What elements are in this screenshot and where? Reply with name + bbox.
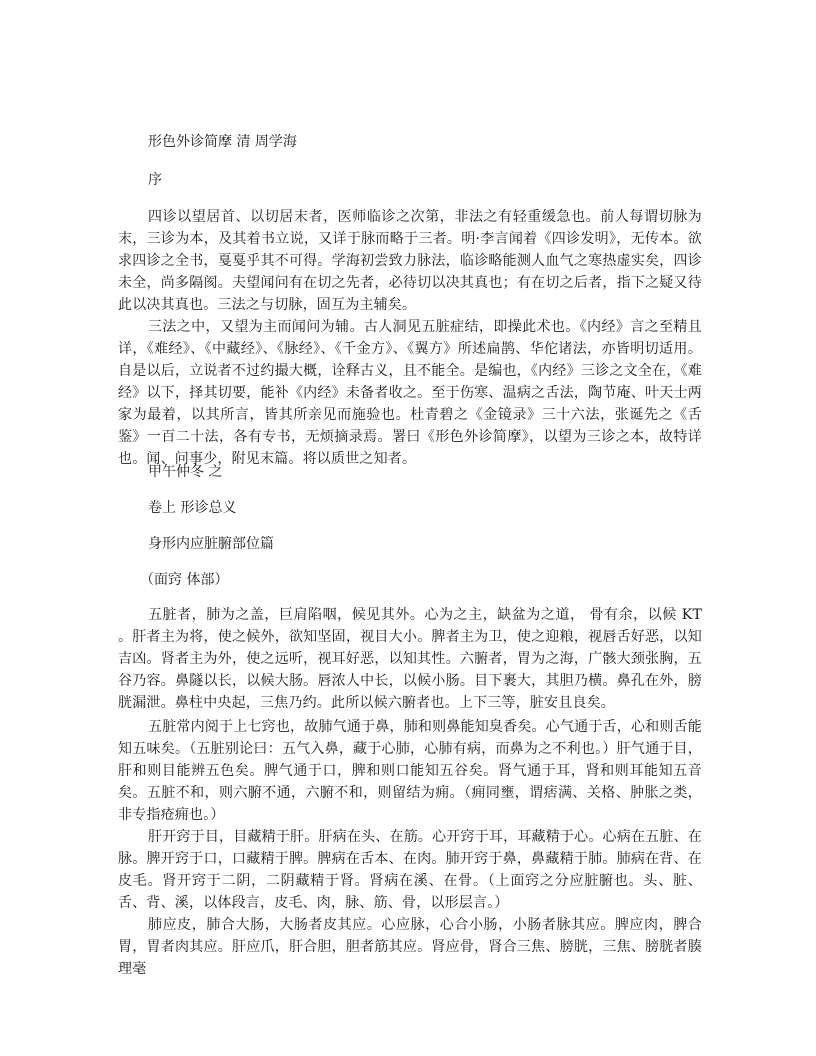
section-label: （面窍 体部）	[140, 572, 229, 588]
chapter-title: 身形内应脏腑部位篇	[148, 536, 274, 552]
volume-heading: 卷上 形诊总义	[148, 500, 237, 516]
preface-paragraph-1: 四诊以望居首、以切居末者，医师临诊之次第，非法之有轻重缓急也。前人每谓切脉为末，三诊为本，及其着书立说，又详于脉而略于三者。明·李言闻着《四诊发明》，无传本。欲求四诊之全书，戛戛乎其不可得。学海初尝致力脉法，临诊略能测人血气之寒热虚实矣，四诊未全，尚多隔阂。夫望闻问有在切之先者，必待切以决其真也；有在切之后者，指下之疑又待此以决其真也。三法之与切脉，固互为主辅矣。	[118, 209, 702, 313]
date-line: 甲午仲冬 之	[148, 464, 223, 480]
preface-paragraph-2: 三法之中，又望为主而闻问为辅。古人洞见五脏症结，即操此术也。《内经》言之至精且详，《难经》、《中藏经》、《脉经》、《千金方》、《翼方》所述扁鹊、华佗诸法，亦皆明切适用。自是以后，立说者不过约撮大概，诠释古义，且不能全。是编也，《内经》三诊之文全在，《难经》以下，择其切要，能补《内经》未备者收之。至于伤寒、温病之舌法，陶节庵、叶天士两家为最着，以其所言，皆其所亲见而施验也。杜青碧之《金镜录》三十六法，张诞先之《舌鉴》一百二十法，各有专书，无烦摘录焉。署曰《形色外诊简摩》，以望为三诊之本，故特详也。闻、问事少，附见末篇。将以质世之知者。	[118, 319, 702, 467]
body-paragraph-3: 肝开窍于目，目藏精于肝。肝病在头、在筋。心开窍于耳，耳藏精于心。心病在五脏、在脉。脾开窍于口，口藏精于脾。脾病在舌本、在肉。肺开窍于鼻，鼻藏精于肺。肺病在背、在皮毛。肾开窍于二阴，二阴藏精于肾。肾病在溪、在骨。（上面窍之分应脏腑也。头、脏、舌、背、溪，以体段言，皮毛、肉，脉、筋、骨，以形层言。）	[118, 829, 702, 911]
preface-heading: 序	[148, 172, 162, 188]
book-title-line: 形色外诊简摩 清 周学海	[148, 134, 297, 150]
body-paragraph-1: 五脏者，肺为之盖，巨肩陷咽，候见其外。心为之主，缺盆为之道， 骨有余，以候 KT 。肝者主为将，使之候外，欲知坚固，视目大小。脾者主为卫，使之迎粮，视唇舌好恶，以知吉凶。肾者主为外，使之远听，视耳好恶，以知其性。六腑者，胃为之海，广骸大颈张胸，五谷乃容。鼻隧以长，以候大肠。唇浓人中长，以候小肠。目下裹大，其胆乃横。鼻孔在外，膀胱漏泄。鼻柱中央起，三焦乃约。此所以候六腑者也。上下三等，脏安且良矣。	[118, 607, 702, 711]
body-paragraph-2: 五脏常内阅于上七窍也，故肺气通于鼻，肺和则鼻能知臭香矣。心气通于舌，心和则舌能知五味矣。（五脏别论曰：五气入鼻，藏于心肺，心肺有病，而鼻为之不利也。）肝气通于目，肝和则目能辨五色矣。脾气通于口，脾和则口能知五谷矣。肾气通于耳，肾和则耳能知五音矣。五脏不和，则六腑不通，六腑不和，则留结为痈。（痈同壅，谓痞满、关格、肿胀之类，非专指疮痈也。）	[118, 719, 702, 823]
body-paragraph-4: 肺应皮，肺合大肠，大肠者皮其应。心应脉，心合小肠，小肠者脉其应。脾应肉，脾合胃，胃者肉其应。肝应爪，肝合胆，胆者筋其应。肾应骨，肾合三焦、膀胱，三焦、膀胱者腠理毫	[118, 917, 702, 977]
